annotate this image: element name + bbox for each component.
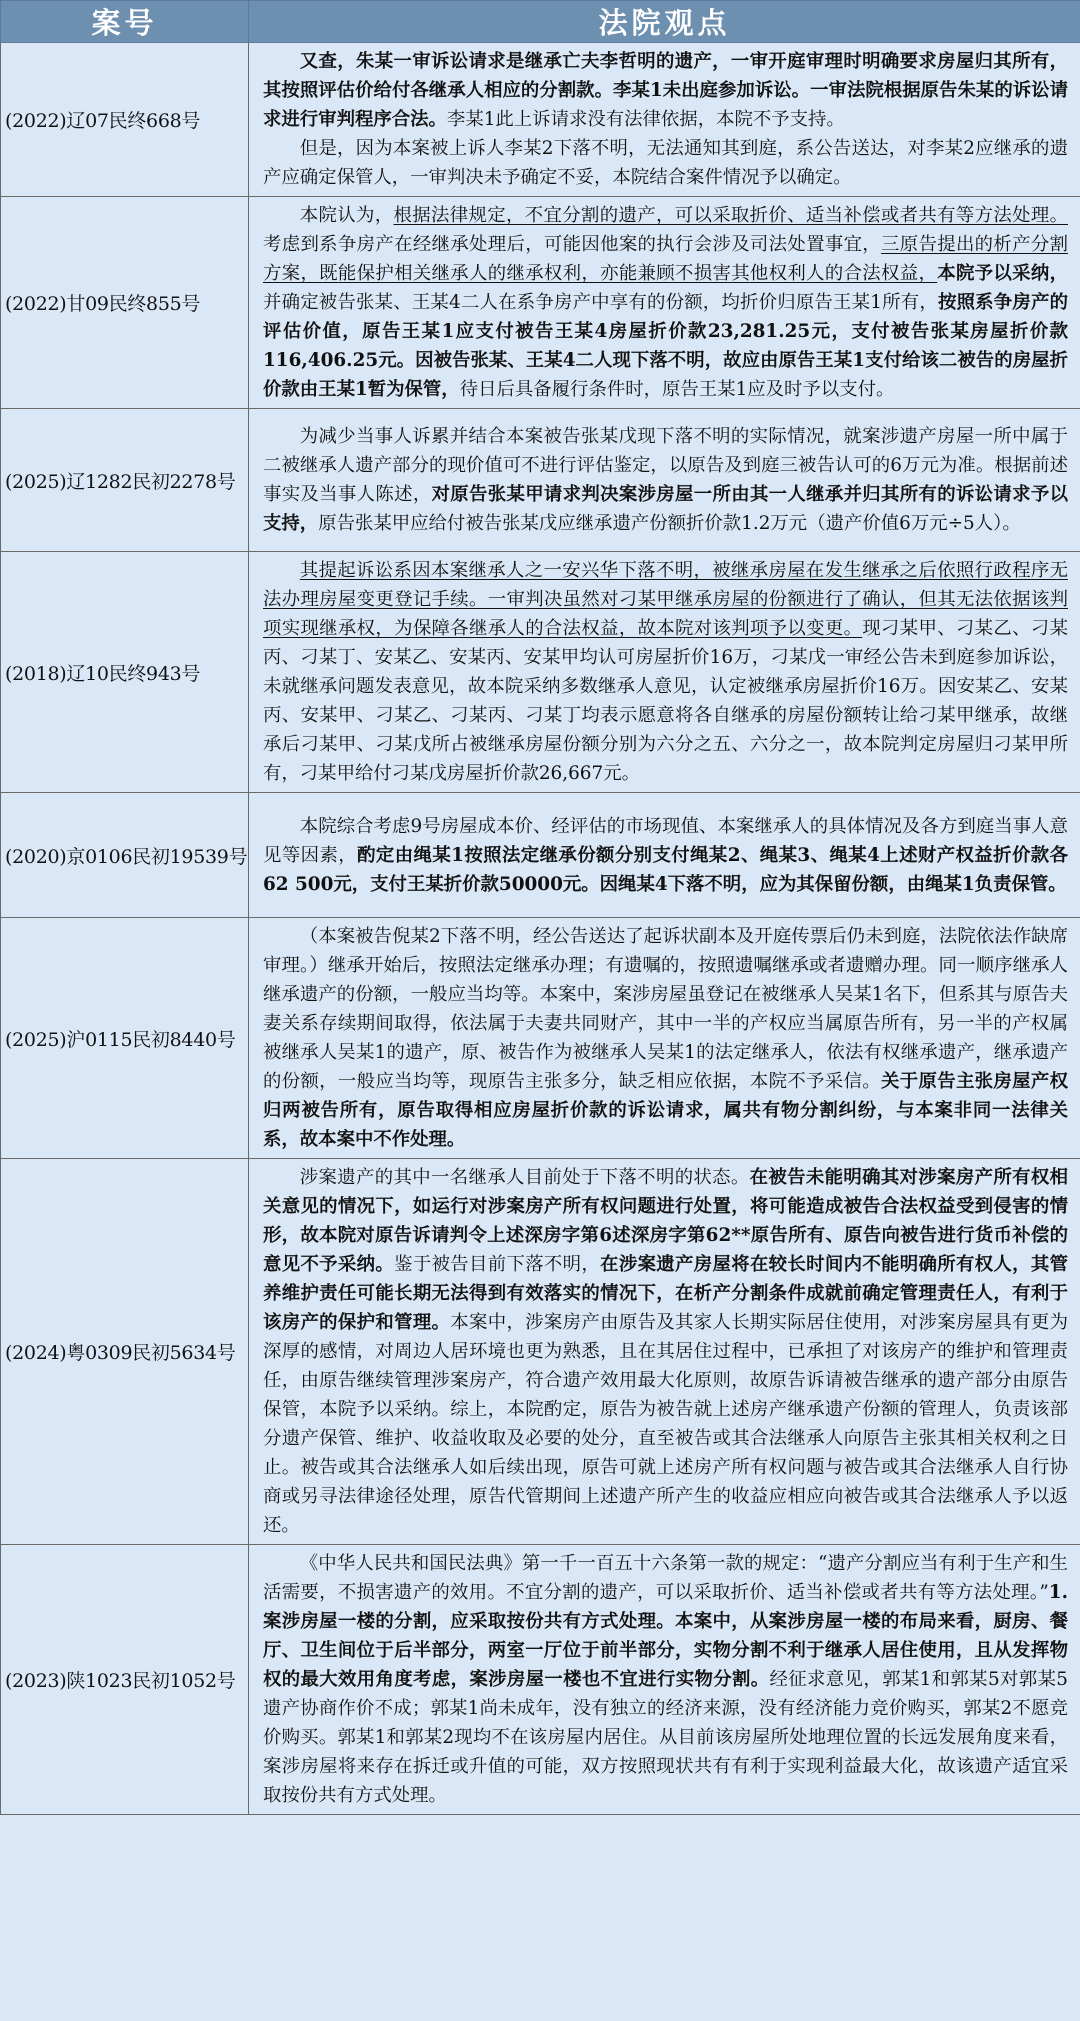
opinion-text-segment: 为减少当事人诉累并结合本案被告张某戊现下落不明的实际情况，就案涉遗产房屋一所中属于二被继承人遗产部分的现价值可不进行评估鉴定，以原告及到庭三被告认可的6万元为准。根据前述事实及当事人陈述，: [263, 426, 1068, 505]
opinion-text-segment: 鉴于被告目前下落不明，: [394, 1254, 601, 1275]
case-number-cell: (2025)沪0115民初8440号: [1, 918, 249, 1159]
case-number-cell: (2025)辽1282民初2278号: [1, 409, 249, 552]
table-row: [1, 918, 1080, 1159]
header-opinion: 法院观点: [249, 1, 1080, 43]
opinion-paragraph: [263, 134, 1068, 192]
opinion-text-segment: 1.案涉房屋一楼的分割，应采取按份共有方式处理。本案中，从案涉房屋一楼的布局来看，厨房、餐厅、卫生间位于后半部分，两室一厅位于前半部分，实物分割不利于继承人居住使用，且从发挥物权的最大效用角度考虑，案涉房屋一楼也不宜进行实物分割。: [263, 1582, 1068, 1690]
opinion-text-segment: 考虑到系争房产在经继承处理后，可能因他案的执行会涉及司法处置事宜，: [263, 234, 882, 255]
opinion-paragraph: [263, 47, 1068, 134]
opinion-paragraph: [263, 812, 1068, 899]
table-row: [1, 1545, 1080, 1815]
opinion-text-segment: 李某1此上诉请求没有法律依据，本院不予支持。: [446, 109, 845, 130]
table-body: [1, 43, 1080, 1815]
table-row: [1, 409, 1080, 552]
case-number-cell: (2020)京0106民初19539号: [1, 793, 249, 918]
opinion-text-segment: 本院予以采纳，: [937, 263, 1068, 284]
court-opinion-cell: [249, 918, 1080, 1159]
table-row: [1, 1159, 1080, 1545]
opinion-text-segment: 待日后具备履行条件时，原告王某1应及时予以支付。: [459, 379, 895, 400]
opinion-text-segment: 在涉案遗产房屋将在较长时间内不能明确所有权人，其管养维护责任可能长期无法得到有效落实的情况下，在析产分割条件成就前确定管理责任人，有利于该房产的保护和管理。: [263, 1254, 1068, 1333]
table-row: [1, 552, 1080, 793]
opinion-text-segment: 在被告未能明确其对涉案房产所有权相关意见的情况下，如运行对涉案房产所有权问题进行处置，将可能造成被告合法权益受到侵害的情形，故本院对原告诉请判令上述深房字第6述深房字第62**原告所有、原告向被告进行货币补偿的意见不予采纳。: [263, 1167, 1068, 1275]
opinion-text-segment: 本院综合考虑9号房屋成本价、经评估的市场现值、本案继承人的具体情况及各方到庭当事人意见等因素，: [263, 815, 1068, 866]
opinion-text-segment: 本案中，涉案房产由原告及其家人长期实际居住使用，对涉案房屋具有更为深厚的感情，对周边人居环境也更为熟悉，且在其居住过程中，已承担了对该房产的维护和管理责任，由原告继续管理涉案房产，符合遗产效用最大化原则，故原告诉请被告继承的遗产部分由原告保管，本院予以采纳。综上，本院酌定，原告为被告就上述房产继承遗产份额的管理人，负责该部分遗产保管、维护、收益收取及必要的处分，直至被告或其合法继承人向原告主张其相关权利之日止。被告或其合法继承人如后续出现，原告可就上述房产所有权问题与被告或其合法继承人自行协商或另寻法律途径处理，原告代管期间上述遗产所产生的收益应相应向被告或其合法继承人予以返还。: [263, 1312, 1068, 1536]
opinion-text-segment: 三原告提出的析产分割方案，既能保护相关继承人的继承权利，亦能兼顾不损害其他权利人的合法权益，: [263, 234, 1068, 284]
court-opinion-cell: [249, 1159, 1080, 1545]
opinion-text-segment: 本院认为，: [299, 205, 394, 226]
opinion-text-segment: 并确定被告张某、王某4二人在系争房产中享有的份额，均折价归原告王某1所有，: [263, 292, 938, 313]
opinion-paragraph: [263, 556, 1068, 788]
opinion-text-segment: （本案被告倪某2下落不明，经公告送达了起诉状副本及开庭传票后仍未到庭，法院依法作缺席审理。）继承开始后，按照法定继承办理；有遗嘱的，按照遗嘱继承或者遗赠办理。同一顺序继承人继承遗产的份额，一般应当均等。本案中，案涉房屋虽登记在被继承人吴某1名下，但系其与原告夫妻关系存续期间取得，依法属于夫妻共同财产，其中一半的产权应当属原告所有，另一半的产权属被继承人吴某1的遗产，原、被告作为被继承人吴某1的法定继承人，依法有权继承遗产，继承遗产的份额，一般应当均等，现原告主张多分，缺乏相应依据，本院不予采信。: [263, 926, 1068, 1092]
table-row: [1, 43, 1080, 197]
court-opinion-cell: [249, 43, 1080, 197]
table-row: [1, 793, 1080, 918]
opinion-text-segment: 《中华人民共和国民法典》第一千一百五十六条第一款的规定：“遗产分割应当有利于生产和生活需要，不损害遗产的效用。不宜分割的遗产，可以采取折价、适当补偿或者共有等方法处理。”: [263, 1553, 1068, 1603]
case-number-cell: (2022)甘09民终855号: [1, 197, 249, 409]
opinion-text-segment: 酌定由绳某1按照法定继承份额分别支付绳某2、绳某3、绳某4上述财产权益折价款各62 500元，支付王某折价款50000元。因绳某4下落不明，应为其保留份额，由绳某1负责保管。: [263, 844, 1068, 895]
opinion-text-segment: 现刁某甲、刁某乙、刁某丙、刁某丁、安某乙、安某丙、安某甲均认可房屋折价16万，刁某戊一审经公告未到庭参加诉讼，未就继承问题发表意见，故本院采纳多数继承人意见，认定被继承房屋折价16万。因安某乙、安某丙、安某甲、刁某乙、刁某丙、刁某丁均表示愿意将各自继承的房屋份额转让给刁某甲继承，故继承后刁某甲、刁某戊所占被继承房屋份额分别为六分之五、六分之一，故本院判定房屋归刁某甲所有，刁某甲给付刁某戊房屋折价款26,667元。: [263, 618, 1068, 784]
opinion-text-segment: 但是，因为本案被上诉人李某2下落不明，无法通知其到庭，系公告送达，对李某2应继承的遗产应确定保管人，一审判决未予确定不妥，本院结合案件情况予以确定。: [263, 138, 1068, 188]
court-opinion-cell: [249, 197, 1080, 409]
case-number-cell: (2018)辽10民终943号: [1, 552, 249, 793]
opinion-text-segment: 关于原告主张房屋产权归两被告所有，原告取得相应房屋折价款的诉讼请求，属共有物分割纠纷，与本案非同一法律关系，故本案中不作处理。: [263, 1071, 1068, 1150]
opinion-paragraph: [263, 1163, 1068, 1540]
opinion-text-segment: 根据法律规定，不宜分割的遗产，可以采取折价、适当补偿或者共有等方法处理。: [393, 205, 1068, 226]
opinion-paragraph: [263, 922, 1068, 1154]
opinion-paragraph: [263, 201, 1068, 404]
opinion-text-segment: 一审法院根据原告朱某的诉讼请求进行审判程序合法。: [263, 80, 1068, 130]
opinion-text-segment: 又查，朱某一审诉讼请求是继承亡夫李哲明的遗产，一审开庭审理时明确要求房屋归其所有，其按照评估价给付各继承人相应的分割款。李某1未出庭参加诉讼。: [263, 51, 1068, 101]
case-number-cell: (2022)辽07民终668号: [1, 43, 249, 197]
opinion-paragraph: [263, 1549, 1068, 1810]
header-case-no: 案号: [1, 1, 249, 43]
opinion-text-segment: 其提起诉讼系因本案继承人之一安兴华下落不明，被继承房屋在发生继承之后依照行政程序无法办理房屋变更登记手续。一审判决虽然对刁某甲继承房屋的份额进行了确认，但其无法依据该判项实现继承权，为保障各继承人的合法权益，故本院对该判项予以变更。: [263, 560, 1068, 639]
opinion-text-segment: 涉案遗产的其中一名继承人目前处于下落不明的状态。: [299, 1167, 750, 1188]
case-number-cell: (2023)陕1023民初1052号: [1, 1545, 249, 1815]
opinion-text-segment: 对原告张某甲请求判决案涉房屋一所由其一人继承并归其所有的诉讼请求予以支持，: [263, 484, 1068, 534]
table-row: [1, 197, 1080, 409]
court-opinion-cell: [249, 1545, 1080, 1815]
opinion-text-segment: 原告张某甲应给付被告张某戊应继承遗产份额折价款1.2万元（遗产价值6万元÷5人）。: [318, 513, 1021, 534]
court-opinion-cell: [249, 409, 1080, 552]
court-opinion-cell: [249, 552, 1080, 793]
opinion-text-segment: 按照系争房产的评估价值，原告王某1应支付被告王某4房屋折价款23,281.25元，支付被告张某房屋折价款116,406.25元。因被告张某、王某4二人现下落不明，故应由原告王某1支付给该二被告的房屋折价款由王某1暂为保管，: [263, 292, 1068, 400]
case-number-cell: (2024)粤0309民初5634号: [1, 1159, 249, 1545]
opinion-paragraph: [263, 422, 1068, 538]
court-opinion-cell: [249, 793, 1080, 918]
opinion-text-segment: 经征求意见，郭某1和郭某5对郭某5遗产协商作价不成；郭某1尚未成年，没有独立的经济来源，没有经济能力竞价购买，郭某2不愿竞价购买。郭某1和郭某2现均不在该房屋内居住。从目前该房屋所处地理位置的长远发展角度来看，案涉房屋将来存在拆迁或升值的可能，双方按照现状共有有利于实现利益最大化，故该遗产适宜采取按份共有方式处理。: [263, 1669, 1068, 1806]
table-header-row: [1, 1, 1080, 43]
